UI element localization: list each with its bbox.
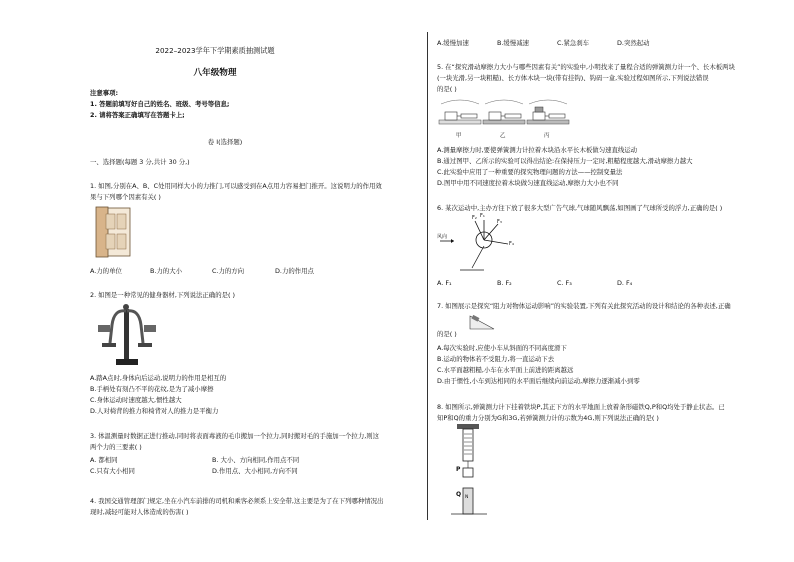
q5-option-b: B.通过图甲、乙所示的实验可以得出结论:在保持压力一定时,粗糙程度越大,滑动摩擦力越大 xyxy=(437,157,693,165)
q1-option-b: B.力的大小 xyxy=(150,267,182,275)
section-title: 卷 I(选择题) xyxy=(207,138,243,146)
q1-option-a: A.力的单位 xyxy=(90,267,122,275)
q6-option-a: A. F₁ xyxy=(437,279,452,287)
q5-stem-line1: 5. 在“探究滑动摩擦力大小与哪些因素有关”的实验中,小明找来了量程合适的弹簧测力计一个、长木板两块 xyxy=(437,63,735,71)
q2-option-c: C.身体运动时速度越大,惯性越大 xyxy=(90,396,182,404)
force-label-f1: F₁ xyxy=(480,213,485,219)
notice-heading: 注意事项: xyxy=(90,89,119,97)
q5-option-d: D.图甲中用不同速度拉着木块做匀速直线运动,摩擦力大小也不同 xyxy=(437,179,619,187)
q3-stem-line1: 3. 体温测量时数据正进行推动,同时将表面毒液的毛巾搬加一个拉力,同时搬对毛的手施加一个拉力,则这 xyxy=(90,432,380,440)
q3-option-d: D.作用点、大小相同,方向不同 xyxy=(212,467,298,475)
magnet-spring-figure xyxy=(449,424,489,520)
q1-stem-line1: 1. 如图,分别在A、B、C处用同样大小的力推门,可以感受到在A点用力容易把门推开。这说明力的作用效 xyxy=(90,182,382,190)
q5-figure-label-a: 甲 xyxy=(456,133,462,139)
q4-stem-line2: 现时,减轻可能对人体造成的伤害( ) xyxy=(90,508,189,516)
q5-stem-line2: (一块光滑,另一块粗糙)、长方体木块一块(带有挂钩)、钩码一盒,实验过程如图所示,下列说法错误 xyxy=(437,74,709,82)
q4-option-b: B.缓慢减速 xyxy=(497,39,529,47)
force-label-f3: F₃ xyxy=(497,219,502,225)
fitness-equipment-figure xyxy=(94,303,160,367)
force-label-f2: F₂ xyxy=(472,215,477,221)
notice-item-2: 2. 请将答案正确填写在答题卡上; xyxy=(90,111,185,119)
q6-option-c: C. F₃ xyxy=(557,279,572,287)
q5-figure-label-b: 乙 xyxy=(500,133,506,139)
wind-direction-label: 风向 xyxy=(437,234,448,240)
exam-title: 2022–2023学年下学期素质抽测试题 xyxy=(155,46,275,55)
q7-option-c: C.水平面越粗糙,小车在水平面上前进的距离越远 xyxy=(437,366,574,374)
q4-stem-line1: 4. 我国交通管理部门规定,坐在小汽车前排的司机和乘客必须系上安全带,这主要是为了在下列哪种情况出 xyxy=(90,497,384,505)
q3-option-a: A. 都相同 xyxy=(90,456,118,464)
q2-option-a: A.踏A点时,身体向后运动,说明力的作用是相互的 xyxy=(90,374,227,382)
subject-title: 八年级物理 xyxy=(193,68,237,78)
q7-option-a: A.每次实验时,应使小车从斜面的不同高度滑下 xyxy=(437,344,567,352)
magnet-label-q: Q xyxy=(456,491,462,498)
q3-option-c: C.只有大小相同 xyxy=(90,467,135,475)
magnet-pole-n: N xyxy=(465,495,469,500)
q2-stem: 2. 如图是一种常见的健身器材,下列说法正确的是( ) xyxy=(90,291,235,299)
q2-option-b: B.手柄处有刻凸不平的花纹,是为了减小摩擦 xyxy=(90,385,214,393)
q5-stem-line3: 的是( ) xyxy=(437,85,457,93)
q3-stem-line2: 两个力的三要素( ) xyxy=(90,443,142,451)
q4-option-a: A.缓慢加速 xyxy=(437,39,469,47)
q3-option-b: B. 大小、方向相同,作用点不同 xyxy=(212,456,300,464)
q5-option-c: C.此实验中应用了一种重要的探究物理问题的方法——控制变量法 xyxy=(437,168,623,176)
q7-option-b: B.运动的物体若不受阻力,将一直运动下去 xyxy=(437,355,555,363)
q6-option-b: B. F₂ xyxy=(497,279,512,287)
q2-option-d: D.人对椅背的推力和椅背对人的推力是平衡力 xyxy=(90,407,219,415)
q5-figure-label-c: 丙 xyxy=(544,133,550,139)
iron-block-label-p: P xyxy=(456,466,461,473)
q7-stem-line1: 7. 如图展示是探究“阻力对物体运动影响”的实验装置,下列有关此探究活动的设计和结论的各种表述,正确 xyxy=(437,302,731,310)
force-label-f4: F₄ xyxy=(509,241,514,247)
ramp-cart-figure xyxy=(469,314,495,330)
q1-option-c: C.力的方向 xyxy=(212,267,245,275)
q8-stem-line2: 知P和Q的重力分别为G和3G,若弹簧测力计的示数为4G,则下列说法正确的是( ) xyxy=(437,414,659,422)
balloon-forces-figure xyxy=(438,216,528,274)
q5-option-a: A.测量摩擦力时,要使弹簧测力计拉着木块沿水平长木板做匀速直线运动 xyxy=(437,146,638,154)
q1-option-d: D.力的作用点 xyxy=(275,267,314,275)
q6-stem: 6. 某次运动中,主办方往下放了很多大型广告气球,气球随风飘荡,如图画了气球所受的浮力,正确的是( ) xyxy=(437,204,723,212)
door-figure xyxy=(92,206,134,258)
q4-option-c: C.紧急刹车 xyxy=(557,39,590,47)
q7-option-d: D.由于惯性,小车到达相同的水平面后继续向前运动,摩擦力逐渐减小到零 xyxy=(437,377,640,385)
friction-experiment-figure xyxy=(437,98,573,134)
q1-stem-line2: 果与下列哪个因素有关( ) xyxy=(90,193,161,201)
q7-stem-line2: 的是( ) xyxy=(437,330,457,338)
section-instruction: 一、选择题(每题 3 分,共计 30 分,) xyxy=(90,158,190,166)
column-divider xyxy=(427,32,428,520)
q6-option-d: D. F₄ xyxy=(617,279,633,287)
q8-stem-line1: 8. 如图所示,弹簧测力计下挂着铁块P,其正下方的水平地面上放着条形磁铁Q,P和Q均处于静止状态。已 xyxy=(437,403,725,411)
q4-option-d: D.突然起动 xyxy=(617,39,650,47)
notice-item-1: 1. 答题前填写好自己的姓名、班级、考号等信息; xyxy=(90,100,230,108)
